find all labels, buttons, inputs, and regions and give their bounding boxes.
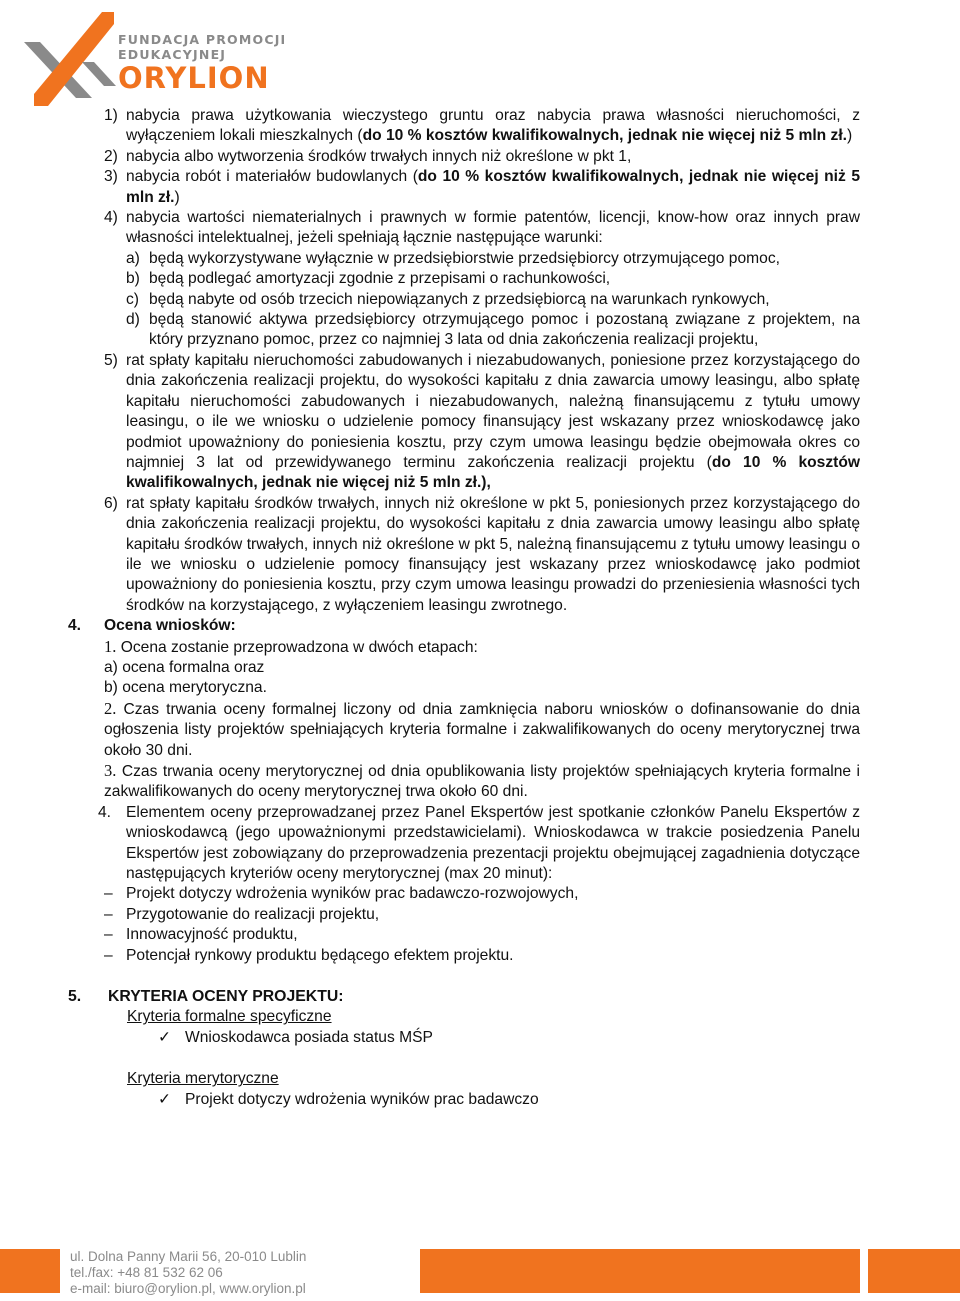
criteria-item: – Projekt dotyczy wdrożenia wyników prac badawczo-rozwojowych, [68, 884, 860, 904]
section-4-heading: 4. Ocena wniosków: [68, 617, 236, 635]
section-4-paragraph-2: 2. Czas trwania oceny formalnej liczony od dnia zamknięcia naboru wniosków o dofinansowanie do dnia ogłoszenia listy projektów spełniających kryteria formalne i zakwalifikowanych do oceny merytorycznej trwa około 30 dni. [104, 698, 860, 759]
merit-criteria-item: ✓ Projekt dotyczy wdrożenia wyników prac badawczo [68, 1090, 860, 1110]
list-item: d) będą stanowić aktywa przedsiębiorcy otrzymującego pomoc i pozostaną związane z projektem, na który przyznano pomoc, przez co najmniej 3 lata od dnia zakończenia realizacji projektu, [126, 311, 860, 349]
criteria-item: – Innowacyjność produktu, [68, 925, 860, 945]
dash-marker: – [104, 946, 113, 964]
checkmark-icon: ✓ [158, 1028, 172, 1046]
footer-bar-right [868, 1249, 960, 1293]
list-item: c) będą nabyte od osób trzecich niepowiązanych z przedsiębiorcą na warunkach rynkowych, [126, 290, 770, 308]
logo-line-2: EDUKACYJNEJ [118, 47, 227, 62]
section-5-heading: 5. KRYTERIA OCENY PROJEKTU: [68, 988, 344, 1006]
footer-address: ul. Dolna Panny Marii 56, 20-010 Lublin [70, 1249, 307, 1264]
footer-phone: tel./fax: +48 81 532 62 06 [70, 1265, 223, 1280]
list-item: 3) nabycia robót i materiałów budowlanych (do 10 % kosztów kwalifikowalnych, jednak nie więcej niż 5 mln zł.) [104, 168, 860, 206]
footer-contact [70, 1249, 306, 1297]
merit-criteria-heading: Kryteria merytoryczne [127, 1070, 279, 1088]
list-item: 6) rat spłaty kapitału środków trwałych, innych niż określone w pkt 5, poniesionych przez korzystającego do dnia zakończenia realizacji projektu, do wysokości kapitału z dnia zawarcia umowy leasingu albo spłatę kapitału środków trwałych, innych niż określone w pkt 5, należną finansującemu z tytułu umowy leasingu o ile we wniosku o udzielenie pomocy finansujący jest wskazany przez wnioskodawcę jako podmiot upoważniony do poniesienia kosztu, przy czym umowa leasingu prowadzi do przeniesienia własności tych środków na korzystającego, z wyłączeniem leasingu zwrotnego. [104, 494, 860, 614]
list-item: 2) nabycia albo wytworzenia środków trwałych innych niż określone w pkt 1, [104, 147, 632, 165]
section-4-option-a: a) ocena formalna oraz [104, 658, 265, 676]
section-4-paragraph-4: 4. Elementem oceny przeprowadzanej przez Panel Ekspertów jest spotkanie członków Panelu Ekspertów z wnioskodawcą (jego upoważnionymi przedstawicielami). Wnioskodawca w trakcie posiedzenia Panelu Ekspertów jest zobowiązany do przeprowadzenia prezentacji projektu obejmującej zagadnienia dotyczące następujących kryteriów oceny merytorycznej (max 20 minut): [98, 803, 860, 883]
criteria-item: – Potencjał rynkowy produktu będącego efektem projektu. [68, 946, 860, 966]
section-4-paragraph-1: 1. Ocena zostanie przeprowadzona w dwóch etapach: [104, 636, 478, 656]
section-4-option-b: b) ocena merytoryczna. [104, 679, 267, 697]
list-item: a) będą wykorzystywane wyłącznie w przedsiębiorstwie przedsiębiorcy otrzymującego pomoc, [126, 249, 780, 267]
footer-email: e-mail: biuro@orylion.pl, www.orylion.pl [70, 1281, 306, 1296]
logo-line-3: ORYLION [118, 61, 270, 95]
formal-criteria-heading: Kryteria formalne specyficzne [127, 1008, 332, 1026]
dash-marker: – [104, 885, 113, 903]
dash-marker: – [104, 926, 113, 944]
dash-marker: – [104, 905, 113, 923]
orylion-logo [22, 6, 312, 106]
list-item: 1) nabycia prawa użytkowania wieczystego gruntu oraz nabycia prawa własności nieruchomości, z wyłączeniem lokali mieszkalnych (do 10 % kosztów kwalifikowalnych, jednak nie więcej niż 5 mln zł.) [104, 107, 860, 145]
checkmark-icon: ✓ [158, 1090, 172, 1108]
logo-line-1: FUNDACJA PROMOCJI [118, 32, 287, 47]
criteria-item: – Przygotowanie do realizacji projektu, [68, 905, 860, 925]
formal-criteria-item: ✓ Wnioskodawca posiada status MŚP [68, 1028, 860, 1048]
footer-bar-left [0, 1249, 60, 1293]
list-item: 4) nabycia wartości niematerialnych i prawnych w formie patentów, licencji, know-how oraz innych praw własności intelektualnej, jeżeli spełniają łącznie następujące warunki: [104, 209, 860, 247]
footer-bar-middle [420, 1249, 860, 1293]
document-body [68, 106, 860, 1110]
logo-x-icon [22, 6, 122, 106]
list-item: b) będą podlegać amortyzacji zgodnie z przepisami o rachunkowości, [126, 270, 611, 288]
list-item: 5) rat spłaty kapitału nieruchomości zabudowanych i niezabudowanych, poniesione przez korzystającego do dnia zakończenia realizacji projektu, do wysokości kapitału z dnia zawarcia umowy leasingu, albo spłatę kapitału nieruchomości zabudowanych i niezabudowanych, należną finansującemu z tytułu umowy leasingu, o ile we wniosku o udzielenie pomocy finansujący jest wskazany przez wnioskodawcę jako podmiot upoważniony do poniesienia kosztu, przy czym umowa leasingu będzie obejmowała okres co najmniej 3 lat od przewidywanego terminu zakończenia realizacji projektu (do 10 % kosztów kwalifikowalnych, jednak nie więcej niż 5 mln zł.), [104, 351, 860, 492]
page-footer [0, 1245, 960, 1301]
section-4-paragraph-3: 3. Czas trwania oceny merytorycznej od dnia opublikowania listy projektów spełniających kryteria formalne i zakwalifikowanych do oceny merytorycznej trwa około 60 dni. [104, 761, 860, 801]
